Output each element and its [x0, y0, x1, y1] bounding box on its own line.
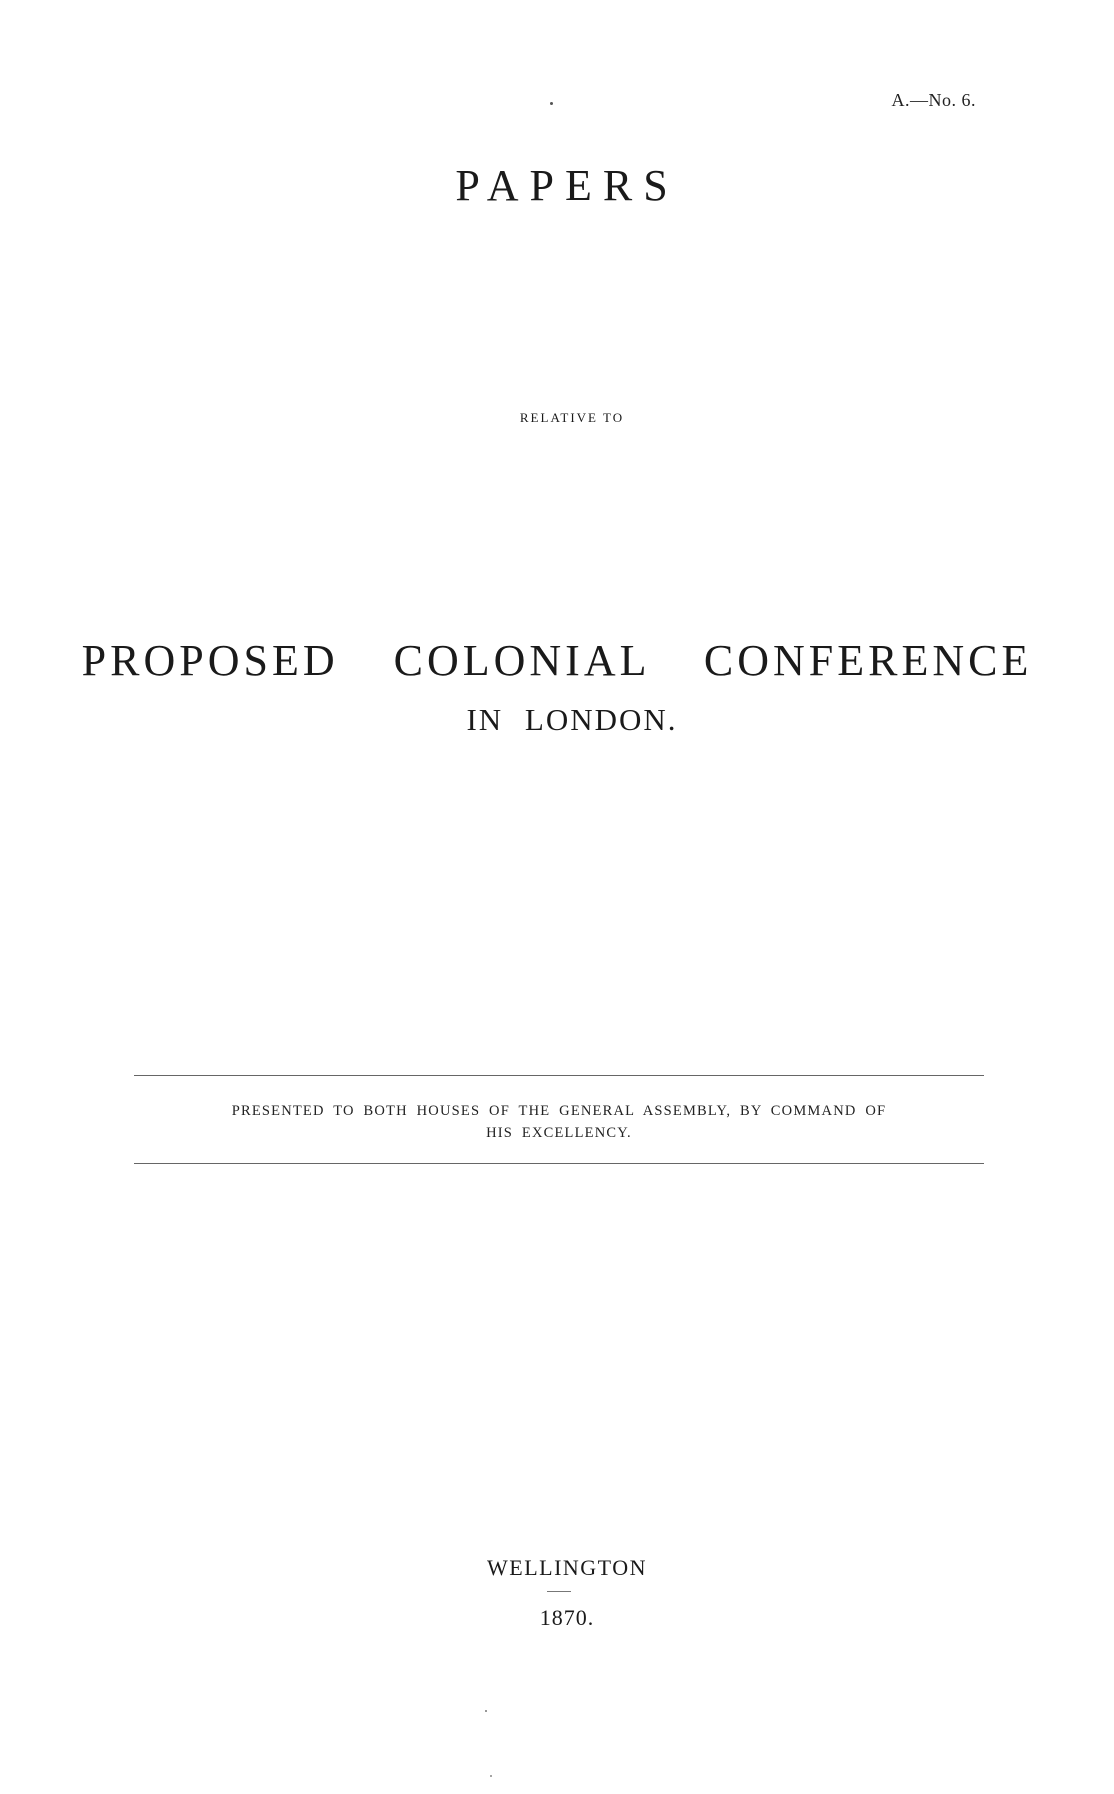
divider-top — [134, 1075, 984, 1076]
document-title: PAPERS — [455, 161, 679, 210]
print-speck — [550, 102, 553, 105]
place-heading: IN LONDON. — [466, 702, 678, 737]
presentation-line-1: PRESENTED TO BOTH HOUSES OF THE GENERAL ASSEMBLY, BY COMMAND OF — [231, 1103, 887, 1119]
document-reference: A.—No. 6. — [891, 90, 976, 110]
relative-to-line: RELATIVE TO — [519, 410, 625, 425]
imprint-city: WELLINGTON — [487, 1555, 647, 1580]
subject-heading: PROPOSED COLONIAL CONFERENCE — [81, 636, 1033, 685]
imprint-year: 1870. — [539, 1605, 595, 1630]
presentation-line-2: HIS EXCELLENCY. — [486, 1125, 632, 1141]
imprint-divider — [547, 1591, 571, 1592]
print-speck — [485, 1710, 487, 1712]
presentation-notice — [134, 1100, 984, 1144]
print-speck — [490, 1775, 492, 1777]
divider-bottom — [134, 1163, 984, 1164]
